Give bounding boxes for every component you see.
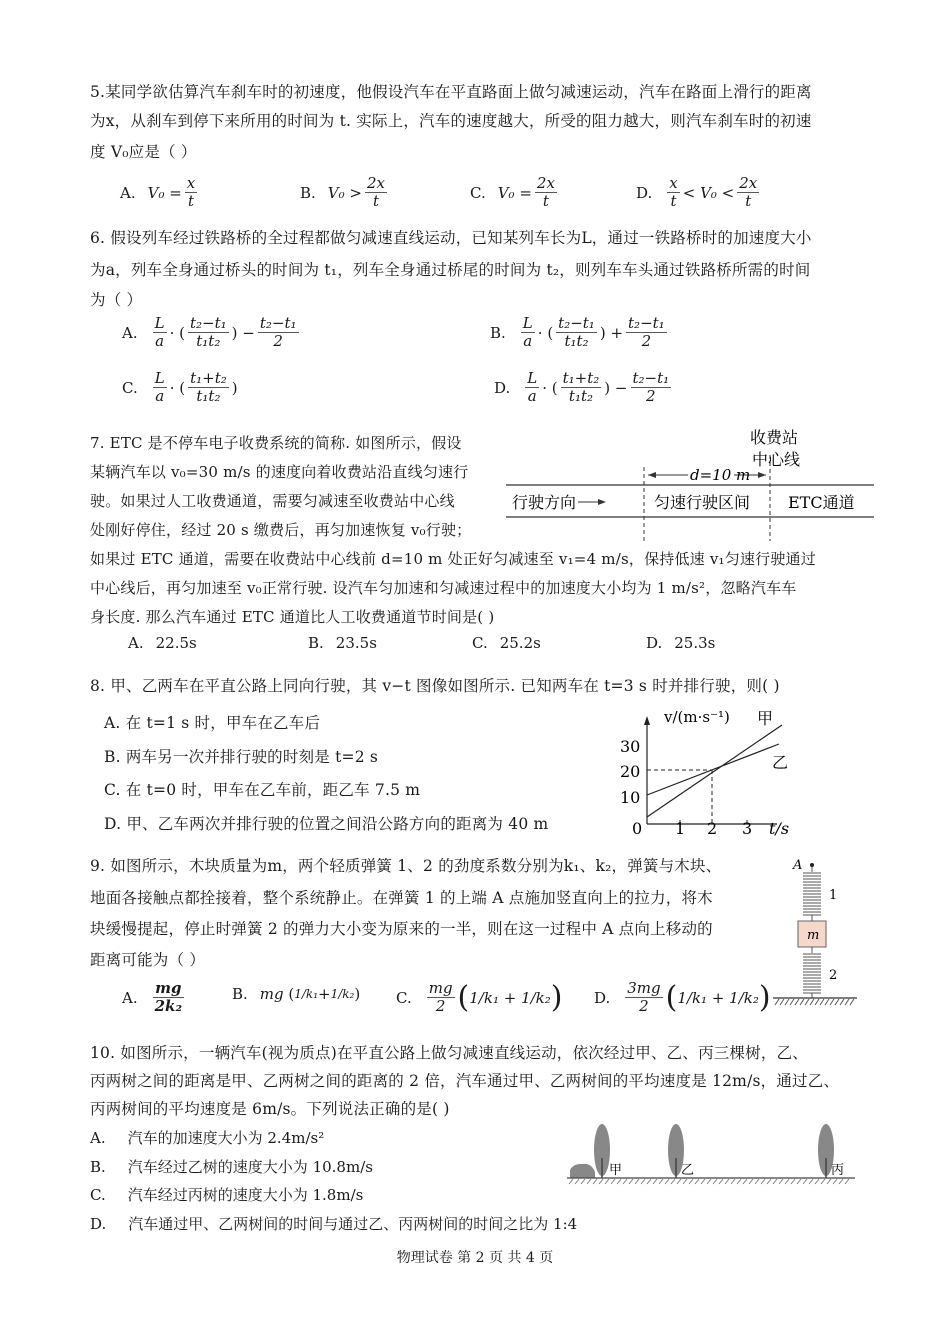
q7-line-1: 7. ETC 是不停车电子收费系统的简称. 如图所示，假设 (90, 434, 462, 452)
q10-line-1: 10. 如图所示，一辆汽车(视为质点)在平直公路上做匀减速直线运动，依次经过甲、乙、丙三棵树，乙、 (90, 1044, 808, 1062)
direction-label: 行驶方向 (512, 493, 577, 512)
q6-line-1: 6. 假设列车经过铁路桥的全过程都做匀减速直线运动，已知某列车长为L，通过一铁路桥时的加速度大小 (90, 229, 812, 247)
svg-text:1: 1 (829, 888, 838, 903)
fraction: $\frac{\text{t₂−t₁}}{2}$ (632, 369, 670, 406)
q7-line-6: 中心线后，再匀加速至 v₀正常行驶. 设汽车匀加速和匀减速过程中的加速度大小均为 1 m/s²，忽略汽车车 (90, 579, 797, 597)
q9-option-d[interactable]: D. $\frac{3mg}{2}$ ( 1/k₁ + 1/k₂ ) (594, 979, 771, 1016)
q6-option-a[interactable]: A. $\frac{L}{a}$ · ( $\frac{\text{t₂−t₁}}{\text{t₁t₂}}$ ) − $\frac{\text{t₂−t₁}}{2}$ (122, 314, 297, 351)
x-axis-label: t/s (769, 819, 790, 838)
tree-label-jia: 甲 (609, 1163, 623, 1178)
q9-option-a[interactable]: A. $\frac{mg}{\text{2k₂}}$ (122, 979, 183, 1016)
svg-text:20: 20 (620, 762, 641, 781)
q7-option-d[interactable]: D. 25.3s (646, 634, 716, 652)
q6-option-c[interactable]: C. $\frac{L}{a}$ · ( $\frac{\text{t₁+t₂}}{\text{t₁t₂}}$ ) (122, 369, 238, 406)
q7-line-3: 驶。如果过人工收费通道，需要匀减速至收费站中心线 (90, 492, 455, 510)
fraction: $\frac{2x}{t}$ (739, 174, 758, 211)
q10-option-b[interactable]: B. 汽车经过乙树的速度大小为 10.8m/s (90, 1157, 373, 1176)
q5-line-3: 度 V₀应是（ ） (90, 143, 197, 161)
page-footer: 物理试卷 第 2 页 共 4 页 (396, 1250, 554, 1266)
fraction: $\frac{mg}{2}$ (428, 979, 453, 1016)
q10-option-d[interactable]: D. 汽车通过甲、乙两树间的时间与通过乙、丙两树间的时间之比为 1:4 (90, 1214, 578, 1233)
q10-option-c[interactable]: C. 汽车经过丙树的速度大小为 1.8m/s (90, 1185, 364, 1204)
fraction: $\frac{2x}{t}$ (366, 174, 385, 211)
series-jia-line (647, 725, 782, 817)
q7-line-7: 身长度. 那么汽车通过 ETC 通道比人工收费通道节时间是( ) (90, 608, 495, 626)
q9-line-3: 块缓慢提起，停止时弹簧 2 的弹力大小变为原来的一半，则在这一过程中 A 点向上移动的 (90, 920, 713, 938)
q9-line-1: 9. 如图所示，木块质量为m，两个轻质弹簧 1、2 的劲度系数分别为k₁、k₂，弹簧与木块、 (90, 857, 722, 875)
fraction: $\frac{\text{t₂−t₁}}{2}$ (259, 314, 297, 351)
vt-chart (612, 700, 802, 840)
q9-line-4: 距离可能为（ ） (90, 951, 206, 969)
trees-diagram (565, 1118, 865, 1193)
q8-option-c[interactable]: C. 在 t=0 时，甲车在乙车前，距乙车 7.5 m (104, 781, 421, 799)
q7-line-4: 处刚好停住，经过 20 s 缴费后，再匀加速恢复 v₀行驶； (90, 521, 472, 539)
series-yi-line (647, 744, 779, 795)
point-a-label: A (793, 858, 803, 873)
svg-text:m: m (807, 928, 820, 943)
fraction: $\frac{\text{t₂−t₁}}{\text{t₁t₂}}$ (189, 314, 227, 351)
svg-text:3: 3 (742, 819, 753, 838)
q5-line-1: 5.某同学欲估算汽车刹车时的初速度，他假设汽车在平直路面上做匀减速运动，汽车在路面上滑行的距离 (90, 83, 812, 101)
fraction: $\frac{x}{t}$ (669, 174, 678, 211)
fraction: $\frac{L}{a}$ (522, 314, 533, 351)
fraction: $\frac{\text{t₁+t₂}}{\text{t₁t₂}}$ (190, 369, 227, 406)
tree-label-yi: 乙 (681, 1163, 695, 1178)
station-label-1: 收费站 (750, 428, 799, 447)
q6-line-3: 为（ ） (90, 291, 143, 309)
legend-yi: 乙 (772, 753, 789, 772)
q7-option-c[interactable]: C. 25.2s (472, 634, 541, 652)
car-icon (570, 1164, 595, 1178)
fraction: $\frac{3mg}{2}$ (627, 979, 661, 1016)
svg-text:2: 2 (829, 968, 838, 983)
fraction: $\frac{L}{a}$ (154, 369, 165, 406)
q7-option-a[interactable]: A. 22.5s (128, 634, 197, 652)
q8-option-d[interactable]: D. 甲、乙车两次并排行驶的位置之间沿公路方向的距离为 40 m (104, 815, 549, 833)
q7-line-2: 某辆汽车以 v₀=30 m/s 的速度向着收费站沿直线匀速行 (90, 463, 469, 481)
svg-text:10: 10 (620, 788, 641, 807)
q7-option-b[interactable]: B. 23.5s (308, 634, 377, 652)
q5-line-2: 为x，从刹车到停下来所用的时间为 t. 实际上，汽车的速度越大，所受的阻力越大，则汽车刹车时的初速 (90, 112, 812, 130)
q8-stem: 8. 甲、乙两车在平直公路上同向行驶，其 v−t 图像如图所示. 已知两车在 t=3 s 时并排行驶，则( ) (90, 677, 780, 695)
q9-line-2: 地面各接触点都拴接着，整个系统静止。在弹簧 1 的上端 A 点施加竖直向上的拉力，将木 (90, 889, 713, 907)
station-label-2: 中心线 (752, 450, 801, 469)
fraction: $\frac{L}{a}$ (154, 314, 165, 351)
q5-option-c[interactable]: C. V₀ = $\frac{2x}{t}$ (470, 174, 555, 211)
spring-diagram (765, 855, 865, 1010)
q7-line-5: 如果过 ETC 通道，需要在收费站中心线前 d=10 m 处正好匀减速至 v₁=4 m/s，保持低速 v₁匀速行驶通过 (90, 550, 816, 568)
q9-option-b[interactable]: B. mg ( 1/k₁ + 1/k₂ ) (232, 985, 361, 1003)
legend-jia: 甲 (757, 709, 774, 728)
fraction: $\frac{\text{t₂−t₁}}{2}$ (628, 314, 665, 351)
q10-line-3: 丙两树间的平均速度是 6m/s。下列说法正确的是( ) (90, 1100, 450, 1118)
svg-text:2: 2 (707, 819, 718, 838)
zone-label: 匀速行驶区间 (654, 493, 751, 512)
q5-option-b[interactable]: B. V₀ > $\frac{2x}{t}$ (300, 174, 385, 211)
q5-option-d[interactable]: D. $\frac{x}{t}$ < V₀ < $\frac{2x}{t}$ (636, 174, 758, 211)
tree-label-bing: 丙 (831, 1163, 845, 1178)
q6-option-b[interactable]: B. $\frac{L}{a}$ · ( $\frac{\text{t₂−t₁}}{\text{t₁t₂}}$ ) + $\frac{\text{t₂−t₁}}{2}$ (490, 314, 665, 351)
fraction: $\frac{L}{a}$ (527, 369, 538, 406)
y-axis-label: v/(m·s⁻¹) (664, 708, 730, 726)
q6-line-2: 为a，列车全身通过桥头的时间为 t₁，列车全身通过桥尾的时间为 t₂，则列车车头通过铁路桥所需的时间 (90, 261, 811, 279)
svg-text:1: 1 (675, 819, 686, 838)
q8-option-b[interactable]: B. 两车另一次并排行驶的时刻是 t=2 s (104, 748, 379, 766)
fraction: $\frac{\text{t₁+t₂}}{\text{t₁t₂}}$ (562, 369, 600, 406)
etc-lane-label: ETC通道 (788, 493, 855, 512)
distance-label: d=10 m (690, 466, 751, 484)
q5-option-a[interactable]: A. V₀ = $\frac{x}{t}$ (120, 174, 196, 211)
q10-option-a[interactable]: A. 汽车的加速度大小为 2.4m/s² (90, 1128, 325, 1147)
fraction: $\frac{\text{t₂−t₁}}{\text{t₁t₂}}$ (558, 314, 595, 351)
etc-diagram (502, 425, 877, 545)
fraction: $\frac{mg}{\text{2k₂}}$ (154, 979, 183, 1016)
q8-option-a[interactable]: A. 在 t=1 s 时，甲车在乙车后 (104, 714, 321, 732)
fraction: $\frac{x}{t}$ (186, 174, 196, 211)
q9-option-c[interactable]: C. $\frac{mg}{2}$ ( 1/k₁ + 1/k₂ ) (396, 979, 563, 1016)
svg-text:0: 0 (632, 819, 643, 838)
fraction: $\frac{2x}{t}$ (536, 174, 555, 211)
q6-option-d[interactable]: D. $\frac{L}{a}$ · ( $\frac{\text{t₁+t₂}}{\text{t₁t₂}}$ ) − $\frac{\text{t₂−t₁}}{2}$ (494, 369, 670, 406)
svg-text:30: 30 (620, 737, 641, 756)
q10-line-2: 丙两树之间的距离是甲、乙两树之间的距离的 2 倍，汽车通过甲、乙两树间的平均速度是 12m/s，通过乙、 (90, 1072, 840, 1090)
